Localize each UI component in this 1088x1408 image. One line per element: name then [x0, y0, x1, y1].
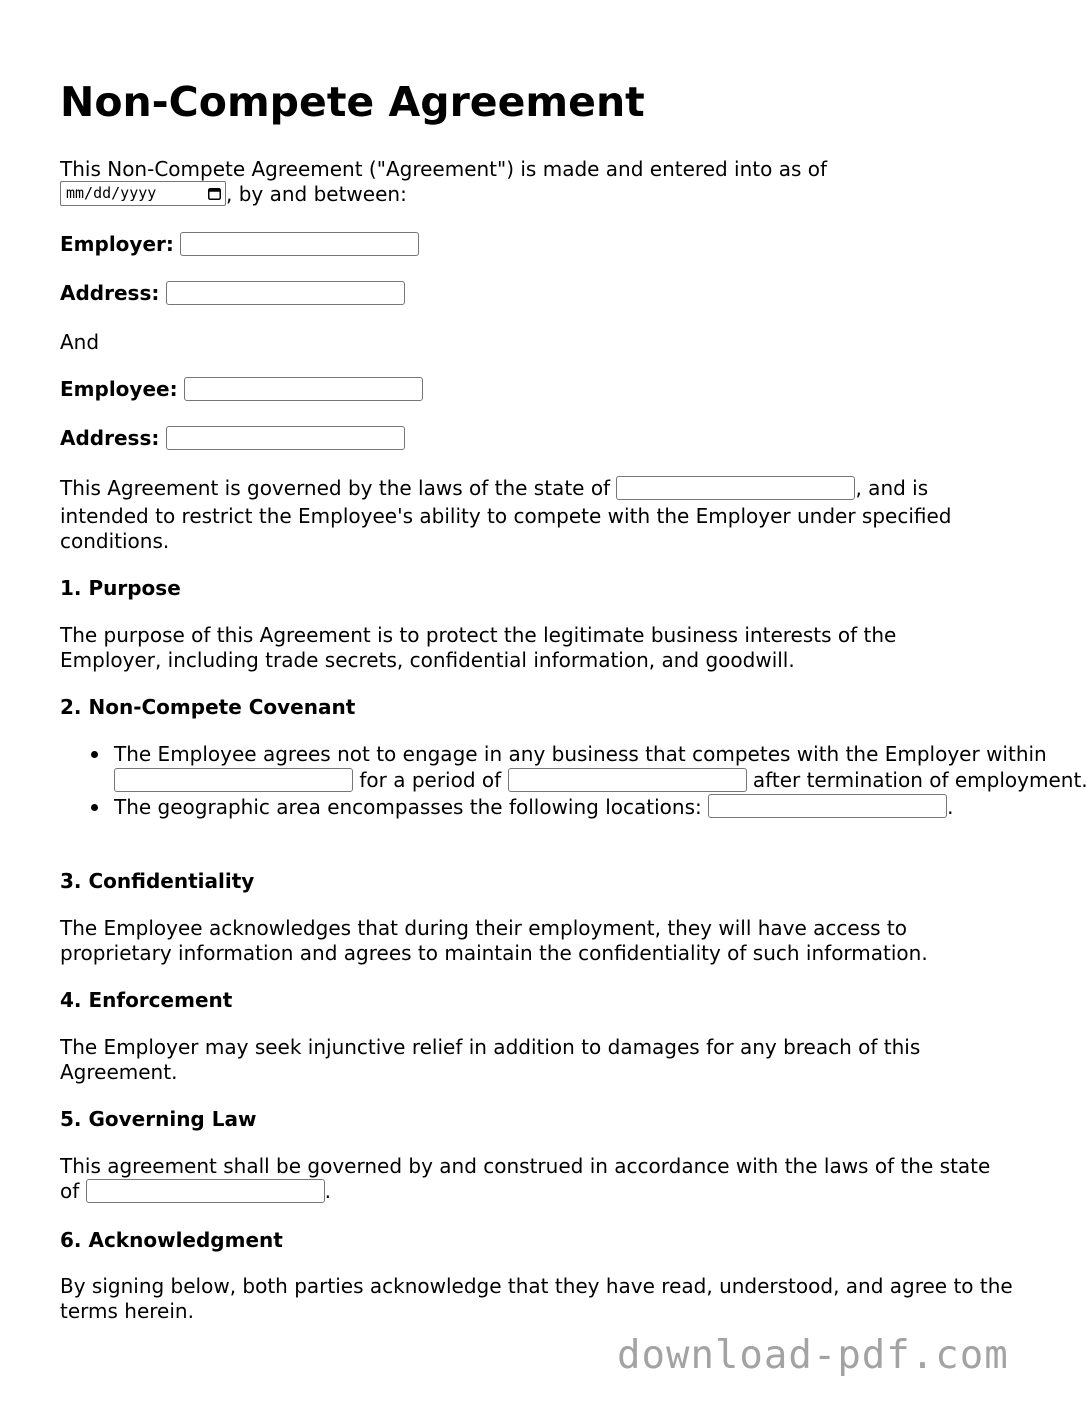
intro-text-after: , by and between:: [226, 182, 407, 206]
governing-text-after: , and is: [855, 476, 929, 500]
employee-address-input[interactable]: [166, 426, 405, 450]
competition-scope-input[interactable]: [114, 768, 353, 792]
employee-label: Employee:: [60, 377, 178, 401]
section-heading-enforcement: 4. Enforcement: [60, 988, 233, 1012]
employer-row: [60, 232, 1040, 258]
employer-address-input[interactable]: [166, 281, 405, 305]
employer-label: Employer:: [60, 232, 174, 256]
covenant-text: The Employee agrees not to engage in any business that competes with the Employer within: [114, 742, 1047, 766]
covenant-text-after: after termination of employment.: [752, 768, 1088, 792]
section-heading-confidentiality: 3. Confidentiality: [60, 869, 255, 893]
covenant-list: [60, 741, 1088, 820]
governing-paragraph: [60, 476, 1040, 502]
governing-state-input[interactable]: [616, 476, 855, 500]
covenant-item-scope: [114, 741, 1088, 794]
geography-period: .: [947, 794, 954, 819]
governing-text: This Agreement is governed by the laws of the state of: [60, 476, 611, 500]
confidentiality-body: The Employee acknowledges that during their employment, they will have access to proprietary information and agrees to maintain the confidentiality of such information.: [60, 916, 928, 965]
employer-input[interactable]: [180, 232, 419, 256]
law-body: [60, 1154, 1000, 1205]
governing-continuation: intended to restrict the Employee's ability to compete with the Employer under specified conditions.: [60, 504, 952, 553]
employee-input[interactable]: [184, 377, 423, 401]
agreement-date-input[interactable]: [60, 181, 226, 206]
date-placeholder: mm/dd/yyyy: [66, 184, 157, 202]
intro-paragraph: [60, 157, 1040, 208]
employee-row: [60, 377, 1040, 403]
law-text: This agreement shall be governed by and construed in accordance with the laws of the state of: [60, 1154, 991, 1203]
document-title: Non-Compete Agreement: [60, 78, 645, 126]
section-heading-law: 5. Governing Law: [60, 1107, 257, 1131]
geography-text: The geographic area encompasses the following locations:: [114, 794, 702, 819]
employee-address-label: Address:: [60, 426, 160, 450]
calendar-icon[interactable]: [208, 187, 221, 200]
enforcement-body: The Employer may seek injunctive relief in addition to damages for any breach of this Agreement.: [60, 1035, 921, 1084]
watermark: download-pdf.com: [617, 1333, 1009, 1378]
competition-period-input[interactable]: [508, 768, 747, 792]
covenant-item-geography: [114, 794, 1088, 821]
law-text-after: .: [324, 1179, 331, 1203]
law-state-input[interactable]: [86, 1179, 325, 1203]
intro-text: This Non-Compete Agreement ("Agreement") is made and entered into as of: [60, 157, 828, 181]
section-heading-purpose: 1. Purpose: [60, 576, 181, 600]
section-heading-covenant: 2. Non-Compete Covenant: [60, 695, 356, 719]
employee-address-row: [60, 426, 1040, 452]
employer-address-row: [60, 281, 1040, 307]
and-text: And: [60, 330, 100, 354]
employer-address-label: Address:: [60, 281, 160, 305]
section-heading-ack: 6. Acknowledgment: [60, 1228, 283, 1252]
covenant-text-period: for a period of: [359, 768, 502, 792]
purpose-body: The purpose of this Agreement is to protect the legitimate business interests of the Employer, including trade secrets, confidential information, and goodwill.: [60, 623, 897, 672]
ack-body: By signing below, both parties acknowledge that they have read, understood, and agree to the terms herein.: [60, 1274, 1013, 1323]
geographic-locations-input[interactable]: [708, 794, 947, 818]
